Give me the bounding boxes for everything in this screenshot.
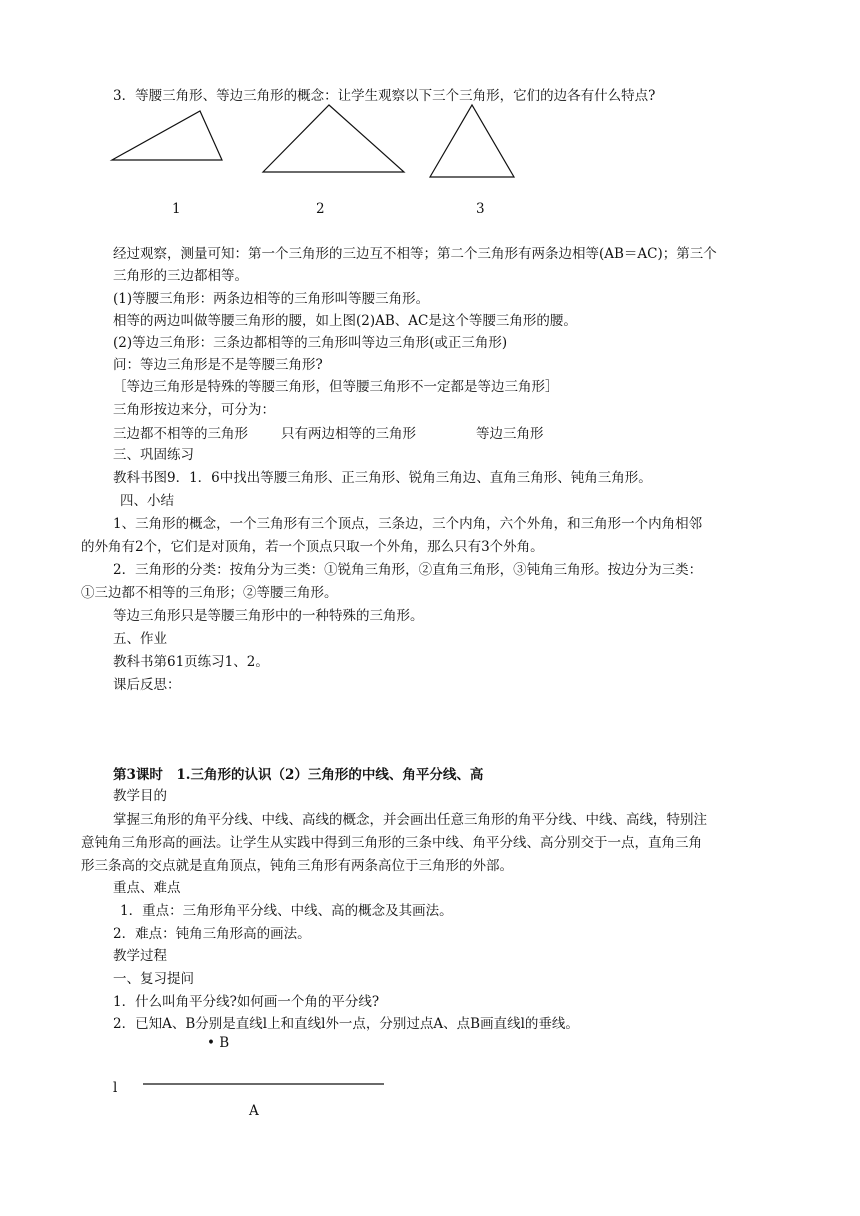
reflection-label: 课后反思： xyxy=(113,677,181,693)
review-heading: 一、复习提问 xyxy=(113,971,194,987)
definition-isosceles: (1)等腰三角形：两条边相等的三角形叫等腰三角形。 xyxy=(113,291,430,307)
keypoint-2: 2．难点：钝角三角形高的画法。 xyxy=(113,926,311,942)
section-heading: 3．等腰三角形、等边三角形的概念：让学生观察以下三个三角形，它们的边各有什么特点? xyxy=(113,88,656,104)
triangle-equilateral xyxy=(430,105,514,177)
line-l-label: l xyxy=(113,1080,118,1096)
definition-equilateral: (2)等边三角形：三条边都相等的三角形叫等边三角形(或正三角形) xyxy=(113,335,508,351)
keypoints-heading: 重点、难点 xyxy=(113,880,181,896)
review-question-1: 1．什么叫角平分线?如何画一个角的平分线? xyxy=(113,994,380,1010)
objective-text-cont: 形三条高的交点就是直角顶点，钝角三角形有两条高位于三角形的外部。 xyxy=(81,858,513,874)
practice-text: 教科书图9．1．6中找出等腰三角形、正三角形、锐角三角边、直角三角形、钝角三角形。 xyxy=(113,470,652,486)
objective-text: 掌握三角形的角平分线、中线、高线的概念，并会画出任意三角形的角平分线、中线、高线，特别注 xyxy=(113,812,707,828)
summary-item-3: 等边三角形只是等腰三角形中的一种特殊的三角形。 xyxy=(113,608,424,624)
triangle-isosceles xyxy=(263,105,404,172)
triangle-scalene xyxy=(112,111,222,160)
classify-item-3: 等边三角形 xyxy=(476,426,544,442)
section-summary: 四、小结 xyxy=(120,493,174,509)
observation-text: 经过观察，测量可知：第一个三角形的三边互不相等；第二个三角形有两条边相等(AB＝AC)；第三个 xyxy=(113,246,717,262)
classify-intro: 三角形按边来分，可分为： xyxy=(113,402,275,418)
section-homework: 五、作业 xyxy=(113,631,167,647)
classify-item-2: 只有两边相等的三角形 xyxy=(281,426,416,442)
process-heading: 教学过程 xyxy=(113,948,167,964)
observation-text-cont: 三角形的三边都相等。 xyxy=(113,268,248,284)
homework-text: 教科书第61页练习1、2。 xyxy=(113,654,269,670)
section-practice: 三、巩固练习 xyxy=(113,447,194,463)
triangle-label-3: 3 xyxy=(476,201,485,217)
lesson-title: 第3课时 1.三角形的认识（2）三角形的中线、角平分线、高 xyxy=(113,767,484,783)
objective-heading: 教学目的 xyxy=(113,788,167,804)
question-text: 问：等边三角形是不是等腰三角形? xyxy=(113,357,323,373)
summary-item-1-cont: 的外角有2个，它们是对顶角，若一个顶点只取一个外角，那么只有3个外角。 xyxy=(81,539,544,555)
answer-text: ［等边三角形是特殊的等腰三角形，但等腰三角形不一定都是等边三角形］ xyxy=(113,379,559,395)
point-a-label: A xyxy=(249,1103,259,1119)
point-b-label: • B xyxy=(207,1035,230,1051)
summary-item-1: 1、三角形的概念，一个三角形有三个顶点，三条边，三个内角，六个外角，和三角形一个内角相邻 xyxy=(113,516,703,532)
keypoint-1: 1．重点：三角形角平分线、中线、高的概念及其画法。 xyxy=(120,903,453,919)
classify-item-1: 三边都不相等的三角形 xyxy=(113,426,248,442)
summary-item-2: 2．三角形的分类：按角分为三类：①锐角三角形，②直角三角形，③钝角三角形。按边分为三类： xyxy=(113,562,703,578)
review-question-2: 2．已知A、B分别是直线l上和直线l外一点，分别过点A、点B画直线l的垂线。 xyxy=(113,1016,579,1032)
triangle-label-1: 1 xyxy=(172,201,181,217)
definition-legs: 相等的两边叫做等腰三角形的腰，如上图(2)AB、AC是这个等腰三角形的腰。 xyxy=(113,313,577,329)
objective-text-cont: 意钝角三角形高的画法。让学生从实践中得到三角形的三条中线、角平分线、高分别交于一点，直角三角 xyxy=(81,835,702,851)
triangle-label-2: 2 xyxy=(316,201,325,217)
summary-item-2-cont: ①三边都不相等的三角形；②等腰三角形。 xyxy=(81,585,338,601)
